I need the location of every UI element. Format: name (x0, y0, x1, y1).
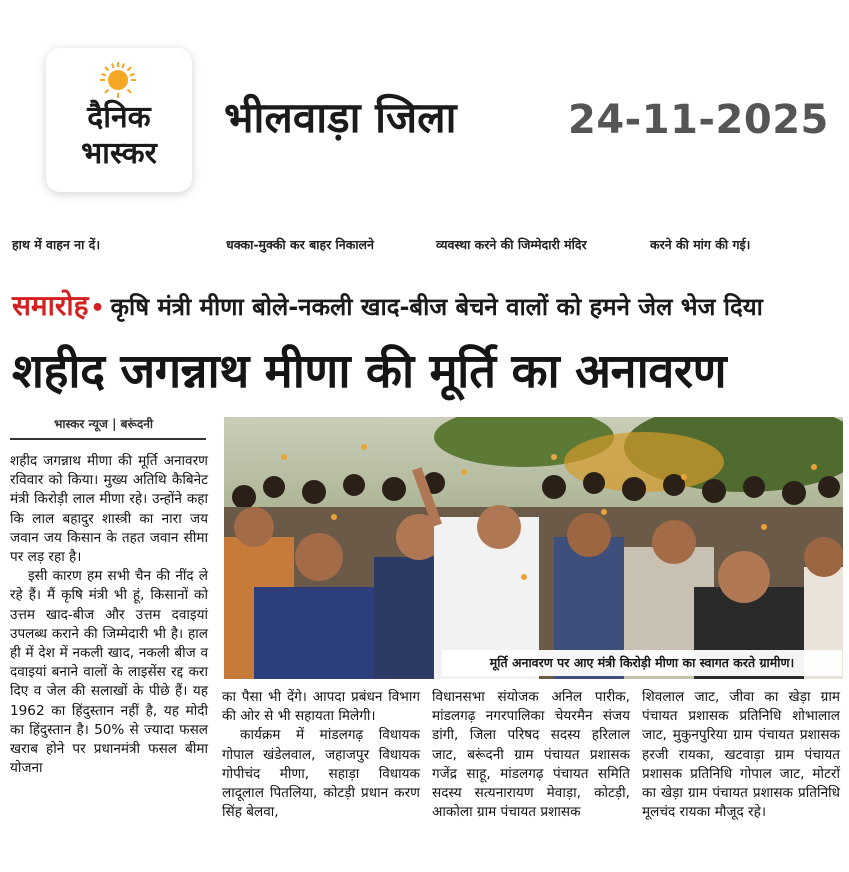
strip-fragment-left: हाथ में वाहन ना दें। (12, 237, 101, 252)
photo-caption: मूर्ति अनावरण पर आए मंत्री किरोड़ी मीणा का स्वागत करते ग्रामीण। (442, 650, 842, 676)
article-column-4 (642, 688, 840, 822)
dainik-bhaskar-logo (46, 48, 192, 192)
byline: भास्कर न्यूज | बरूंदनी (54, 417, 153, 431)
kicker-label: समारोह (12, 289, 89, 322)
sun-icon (98, 60, 138, 100)
subheadline: कृषि मंत्री मीणा बोले-नकली खाद-बीज बेचने वालों को हमने जेल भेज दिया (110, 293, 763, 321)
paragraph: शहीद जगन्नाथ मीणा की मूर्ति अनावरण रविवार को किया। मुख्य अतिथि कैबिनेट मंत्री किरोड़ी लाल मीणा रहे। उन्होंने कहा कि लाल बहादुर शास्त्री का नारा जय जवान जय किसान के तहत जवान सीमा पर लड़ रहा है। (10, 453, 208, 566)
strip-fragment-mid2: व्यवस्था करने की जिम्मेदारी मंदिर (436, 237, 587, 252)
strip-fragment-mid1: धक्का-मुक्की कर बाहर निकालने (226, 237, 374, 252)
headline: शहीद जगन्नाथ मीणा की मूर्ति का अनावरण (12, 344, 727, 399)
article-column-1 (10, 452, 208, 778)
bullet-icon: • (90, 296, 105, 321)
paragraph: कार्यक्रम में मांडलगढ़ विधायक गोपाल खंडेलवाल, जहाजपुर विधायक गोपीचंद मीणा, सहाड़ा विधायक लादूलाल पितलिया, कोटड़ी प्रधान करण सिंह बेलवा, (222, 727, 420, 821)
paragraph: का पैसा भी देंगे। आपदा प्रबंधन विभाग की ओर से भी सहायता मिलेगी। (222, 689, 420, 725)
crowd-photo-illustration (224, 417, 843, 679)
logo-text-dainik: दैनिक (87, 100, 151, 135)
edition-date: 24-11-2025 (568, 97, 829, 143)
edition-city: भीलवाड़ा जिला (224, 93, 457, 142)
article-column-3 (432, 688, 630, 822)
article-column-2 (222, 688, 420, 822)
paragraph: इसी कारण हम सभी चैन की नींद ले रहे हैं। मैं कृषि मंत्री भी हूं, किसानों को उत्तम खाद-बीज और उत्तम दवाइयां उपलब्ध कराने की जिम्मेदारी भी है। हाल ही में देश में नकली खाद, नकली बीज व दवाइयां बनाने वालों के लाइसेंस रद्द करा दिए व जेल की सलाखों के पीछे हैं। यह 1962 का हिंदुस्तान नहीं है, यह मोदी का हिंदुस्तान है। 50% से ज्यादा फसल खराब होने पर प्रधानमंत्री फसल बीमा योजना (10, 568, 208, 777)
paragraph: विधानसभा संयोजक अनिल पारीक, मांडलगढ़ नगरपालिका चेयरमैन संजय डांगी, जिला परिषद सदस्य हरिलाल जाट, बरूंदनी ग्राम पंचायत प्रशासक गजेंद्र साहू, मांडलगढ़ पंचायत समिति सदस्य सत्यनारायण मेवाड़ा, कोटड़ी, आकोला ग्राम पंचायत प्रशासक (432, 689, 630, 821)
strip-fragment-right: करने की मांग की गई। (650, 237, 751, 252)
paragraph: शिवलाल जाट, जीवा का खेड़ा ग्राम पंचायत प्रशासक प्रतिनिधि शोभालाल जाट, मुकुनपुरिया ग्राम पंचायत प्रशासक हरजी रायका, खटवाड़ा ग्राम पंचायत प्रशासक प्रतिनिधि गोपाल जाट, मोटरों का खेड़ा ग्राम पंचायत प्रशासक प्रतिनिधि मूलचंद रायका मौजूद रहे। (642, 689, 840, 821)
kicker-row (12, 286, 842, 332)
byline-divider (10, 438, 206, 440)
article-photo (224, 417, 843, 679)
logo-text-bhaskar: भास्कर (81, 136, 157, 171)
